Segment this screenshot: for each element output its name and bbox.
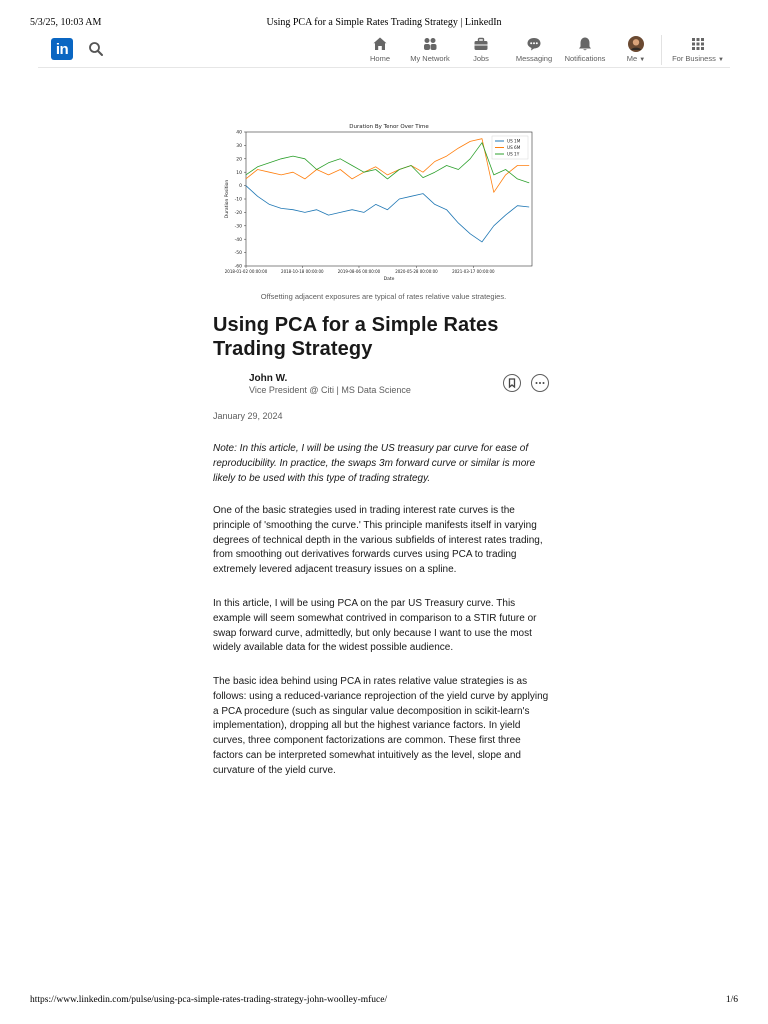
- bookmark-icon: [504, 375, 520, 391]
- print-page-number: 1/6: [725, 995, 738, 1005]
- legend-label: US 1Y: [507, 151, 520, 157]
- print-url: https://www.linkedin.com/pulse/using-pca-simple-rates-trading-strategy-john-woolley-mfuce/: [30, 995, 388, 1005]
- print-header: [0, 17, 768, 31]
- y-tick-label: -20: [234, 211, 242, 216]
- top-navigation: [38, 35, 730, 68]
- network-icon: [422, 36, 438, 52]
- nav-item-messaging[interactable]: [512, 36, 556, 66]
- article-title: Using PCA for a Simple Rates Trading Strategy: [213, 314, 499, 360]
- y-tick-label: -50: [234, 251, 242, 257]
- y-tick-label: 40: [236, 130, 242, 136]
- legend-label: US 1M: [507, 138, 521, 144]
- grid-icon: [690, 36, 706, 52]
- nav-label-me: Me ▼: [626, 54, 646, 63]
- author-role: Vice President @ Citi | MS Data Science: [249, 385, 411, 395]
- nav-divider: [661, 35, 662, 65]
- nav-label-jobs: Jobs: [473, 54, 489, 63]
- chart-title: Duration By Tenor Over Time: [349, 124, 429, 130]
- nav-label-messaging: Messaging: [515, 54, 553, 63]
- bell-icon: [577, 36, 593, 52]
- x-tick-label: 2018-01-02 00:00:00: [224, 269, 268, 274]
- ellipsis-icon: [532, 375, 548, 391]
- print-page-title: Using PCA for a Simple Rates Trading Strategy | LinkedIn: [266, 17, 502, 28]
- article-paragraph: Note: In this article, I will be using the US treasury par curve for ease of reproducibility. In practice, the swaps 3m forward curve or similar is more likely to be used with this type of trading strategy.: [213, 443, 536, 484]
- y-tick-label: 0: [239, 184, 242, 190]
- nav-item-home[interactable]: [365, 36, 395, 66]
- nav-item-for-business[interactable]: [668, 36, 728, 66]
- nav-label-notifications: Notifications: [564, 54, 606, 63]
- nav-item-notifications[interactable]: [561, 36, 609, 66]
- article-paragraph: In this article, I will be using PCA on the par US Treasury curve. This example will seem somewhat contrived in comparison to a STIR future or swap forward curve, admittedly, but only because I want to use the most widely available data for the widest possible audience.: [213, 598, 537, 654]
- x-tick-label: 2018-10-18 00:00:00: [281, 269, 324, 274]
- x-tick-label: 2020-05-28 00:00:00: [395, 269, 438, 274]
- x-axis-label: Date: [383, 277, 395, 282]
- save-button[interactable]: [503, 374, 521, 392]
- x-tick-label: 2019-08-06 00:00:00: [337, 269, 381, 274]
- print-footer: [0, 995, 768, 1009]
- briefcase-icon: [473, 36, 489, 52]
- plot-area: [246, 132, 532, 266]
- home-icon: [372, 36, 388, 52]
- author-name[interactable]: John W.: [249, 373, 288, 384]
- nav-label-my-network: My Network: [410, 54, 450, 63]
- print-datetime: 5/3/25, 10:03 AM: [30, 17, 102, 28]
- y-tick-label: -60: [234, 264, 242, 270]
- y-tick-label: 30: [236, 144, 242, 149]
- avatar: [628, 36, 644, 52]
- article-paragraph: The basic idea behind using PCA in rates relative value strategies is as follows: using a reduced-variance reprojection of the yield curve by applying a PCA procedure (such as singular value decomposition in scikit-learn's implementation), dropping all but the highest variance factors. In yield curves, three component factorizations are common. These first three factors can be interpreted somewhat intuitively as the level, slope and curvature of the yield curve.: [213, 676, 549, 776]
- message-icon: [526, 36, 542, 52]
- y-tick-label: 20: [236, 157, 242, 163]
- article-figure: [202, 112, 565, 286]
- nav-item-my-network[interactable]: [402, 36, 458, 66]
- linkedin-logo[interactable]: in: [51, 38, 73, 60]
- publish-date: January 29, 2024: [213, 411, 283, 421]
- y-tick-label: -30: [234, 224, 242, 230]
- figure-caption: Offsetting adjacent exposures are typical of rates relative value strategies.: [260, 292, 507, 301]
- article-paragraph: One of the basic strategies used in trading interest rate curves is the principle of 'smoothing the curve.' This principle manifests itself in varying degrees of technical depth in the various subfields of interest rates trading, from smoothing out derivatives forwards curves using PCA to trading extremely levered adjacent treasury issues on a spline.: [213, 505, 543, 576]
- chevron-down-icon: ▼: [639, 57, 646, 63]
- nav-label-for-business: For Business ▼: [672, 54, 724, 63]
- y-tick-label: 10: [236, 170, 242, 176]
- y-tick-label: -10: [234, 197, 242, 203]
- nav-label-home: Home: [369, 54, 390, 63]
- legend-label: US 6M: [507, 145, 521, 150]
- duration-chart: [202, 112, 565, 286]
- nav-item-jobs[interactable]: [466, 36, 496, 66]
- y-tick-label: -40: [234, 237, 242, 243]
- search-icon[interactable]: [88, 41, 104, 57]
- x-tick-label: 2021-03-17 00:00:00: [452, 269, 495, 274]
- chevron-down-icon: ▼: [717, 57, 724, 63]
- more-options-button[interactable]: [531, 374, 549, 392]
- y-axis-label: Duration Position: [225, 179, 230, 219]
- nav-item-me[interactable]: [621, 36, 651, 66]
